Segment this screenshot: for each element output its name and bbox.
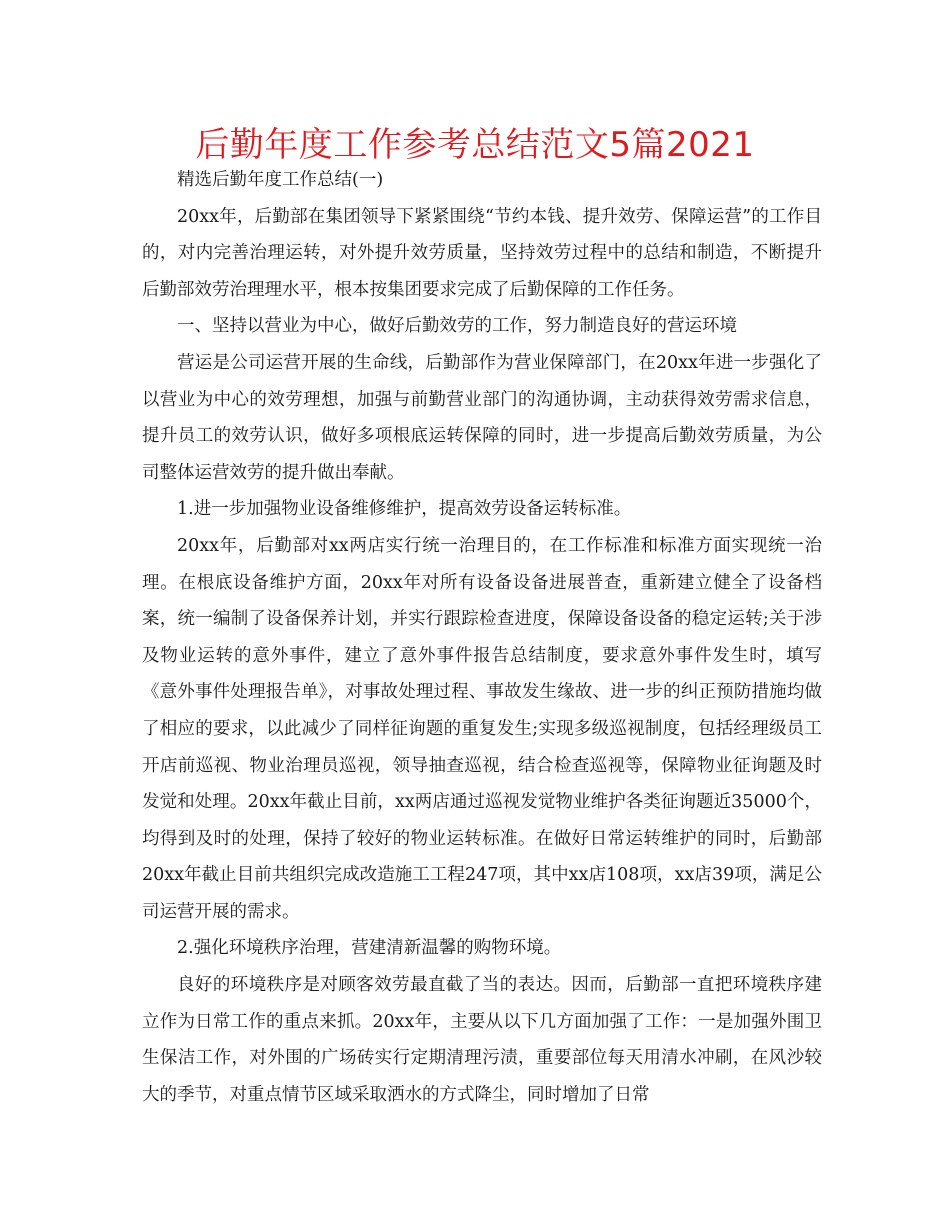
paragraph: 20xx年，后勤部对xx两店实行统一治理目的，在工作标准和标准方面实现统一治理。在根底设备维护方面，20xx年对所有设备设备进展普查，重新建立健全了设备档案，统一编制了设备保养计划，并实行跟踪检查进度，保障设备设备的稳定运转;关于涉及物业运转的意外事件，建立了意外事件报告总结制度，要求意外事件发生时，填写《意外事件处理报告单》，对事故处理过程、事故发生缘故、进一步的纠正预防措施均做了相应的要求，以此减少了同样征询题的重复发生;实现多级巡视制度，包括经理级员工开店前巡视、物业治理员巡视，领导抽查巡视，结合检查巡视等，保障物业征询题及时发觉和处理。20xx年截止目前，xx两店通过巡视发觉物业维护各类征询题近35000个，均得到及时的处理，保持了较好的物业运转标准。在做好日常运转维护的同时，后勤部20xx年截止目前共组织完成改造施工工程247项，其中xx店108项，xx店39项，满足公司运营开展的需求。 (142, 535, 822, 922)
paragraph: 营运是公司运营开展的生命线，后勤部作为营业保障部门，在20xx年进一步强化了以营业为中心的效劳理想，加强与前勤营业部门的沟通协调，主动获得效劳需求信息，提升员工的效劳认识，做好多项根底运转保障的同时，进一步提高后勤效劳质量，为公司整体运营效劳的提升做出奉献。 (142, 352, 822, 483)
sub-heading: 2.强化环境秩序治理，营建清新温馨的购物环境。 (177, 938, 562, 959)
sub-heading: 一、坚持以营业为中心，做好后勤效劳的工作，努力制造良好的营运环境 (177, 316, 737, 337)
document-title: 后勤年度工作参考总结范文5篇2021 (195, 125, 755, 165)
paragraph: 20xx年，后勤部在集团领导下紧紧围绕“节约本钱、提升效劳、保障运营”的工作目的，对内完善治理运转，对外提升效劳质量，坚持效劳过程中的总结和制造，不断提升后勤部效劳治理理水平，根本按集团要求完成了后勤保障的工作任务。 (142, 206, 822, 300)
paragraph: 良好的环境秩序是对顾客效劳最直截了当的表达。因而，后勤部一直把环境秩序建立作为日常工作的重点来抓。20xx年，主要从以下几方面加强了工作：一是加强外围卫生保洁工作，对外围的广场砖实行定期清理污渍，重要部位每天用清水冲刷，在风沙较大的季节，对重点情节区域采取洒水的方式降尘，同时增加了日常 (142, 975, 822, 1105)
section-heading: 精选后勤年度工作总结(一) (177, 170, 384, 190)
sub-heading: 1.进一步加强物业设备维修维护，提高效劳设备运转标准。 (177, 499, 632, 520)
document-body (142, 162, 822, 1113)
